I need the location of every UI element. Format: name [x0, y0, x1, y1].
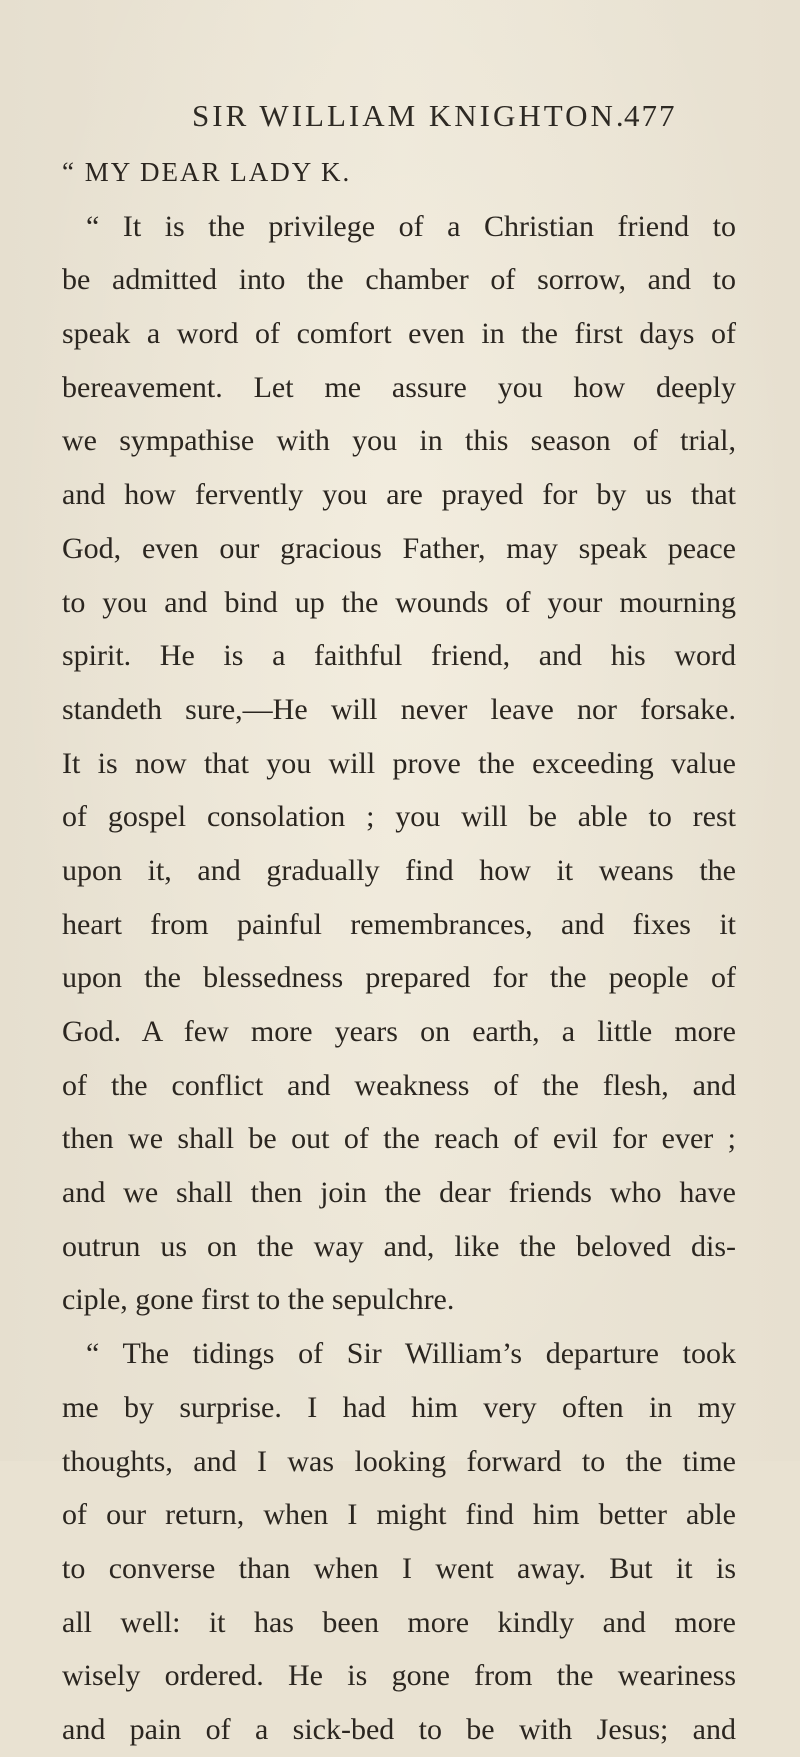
paragraph-line: and we shall then join the dear friends who have	[62, 1176, 736, 1210]
paragraph-line: and how fervently you are prayed for by us that	[62, 478, 736, 512]
paragraph-line: speak a word of comfort even in the first days of	[62, 317, 736, 351]
paragraph-line: bereavement. Let me assure you how deeply	[62, 370, 736, 404]
paragraph-line: upon the blessedness prepared for the people of	[62, 961, 736, 995]
paragraph-line: outrun us on the way and, like the beloved dis-	[62, 1229, 736, 1263]
paragraph-line: wisely ordered. He is gone from the weariness	[62, 1659, 736, 1693]
paragraph-line: be admitted into the chamber of sorrow, and to	[62, 263, 736, 297]
running-title: SIR WILLIAM KNIGHTON.	[192, 98, 627, 133]
paragraph-line: and pain of a sick-bed to be with Jesus; and	[62, 1712, 736, 1746]
salutation-line: “ MY DEAR LADY K.	[62, 157, 352, 187]
paragraph-line: standeth sure,—He will never leave nor forsake.	[62, 692, 736, 726]
paragraph-line: spirit. He is a faithful friend, and his word	[62, 639, 736, 673]
paragraph-line: upon it, and gradually find how it weans the	[62, 853, 736, 887]
paragraph-line: of the conflict and weakness of the flesh, and	[62, 1068, 736, 1102]
paragraph-line: ciple, gone first to the sepulchre.	[62, 1283, 455, 1317]
paragraph-line: God. A few more years on earth, a little more	[62, 1015, 736, 1048]
paragraph-line: of our return, when I might find him better able	[62, 1498, 736, 1532]
paragraph-line: we sympathise with you in this season of trial,	[62, 424, 736, 458]
running-head	[0, 98, 800, 138]
paragraph-line: God, even our gracious Father, may speak peace	[62, 531, 736, 565]
paragraph-line: heart from painful remembrances, and fixes it	[62, 907, 736, 941]
paragraph-line: It is now that you will prove the exceeding value	[62, 746, 736, 780]
paragraph-line: all well: it has been more kindly and more	[62, 1605, 736, 1639]
paragraph-line: “ The tidings of Sir William’s departure took	[86, 1337, 736, 1371]
paragraph-line: thoughts, and I was looking forward to the time	[62, 1444, 736, 1478]
paragraph-line: of gospel consolation ; you will be able to rest	[62, 800, 736, 834]
page-number: 477	[624, 98, 677, 133]
paragraph-line: me by surprise. I had him very often in my	[62, 1390, 736, 1424]
paragraph-line: to you and bind up the wounds of your mourning	[62, 585, 736, 619]
paragraph-line: “ It is the privilege of a Christian friend to	[86, 209, 736, 243]
paragraph-line: then we shall be out of the reach of evil for ever ;	[62, 1122, 736, 1156]
letter-text	[62, 146, 736, 1757]
paragraph-line: to converse than when I went away. But it is	[62, 1551, 736, 1585]
